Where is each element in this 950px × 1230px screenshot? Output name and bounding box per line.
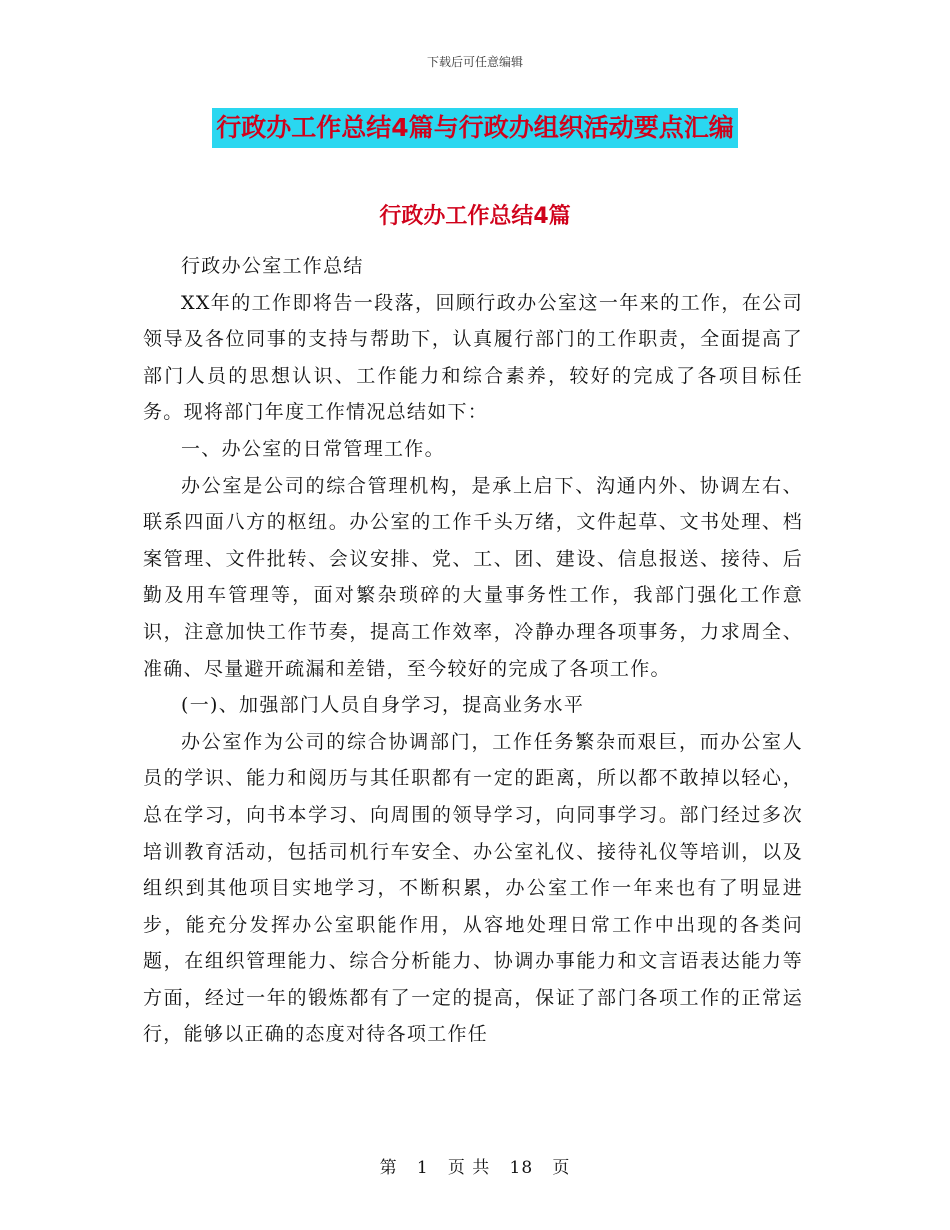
footer-middle: 页 共 bbox=[447, 1158, 491, 1178]
paragraph: 办公室作为公司的综合协调部门，工作任务繁杂而艰巨，而办公室人员的学识、能力和阅历与其任职都有一定的距离，所以都不敢掉以轻心，总在学习，向书本学习、向周围的领导学习，向同事学习。部门经过多次培训教育活动，包括司机行车安全、办公室礼仪、接待礼仪等培训，以及组织到其他项目实地学习，不断积累，办公室工作一年来也有了明显进步，能充分发挥办公室职能作用，从容地处理日常工作中出现的各类问题，在组织管理能力、综合分析能力、协调办事能力和文言语表达能力等方面，经过一年的锻炼都有了一定的提高，保证了部门各项工作的正常运行，能够以正确的态度对待各项工作任 bbox=[143, 730, 803, 1046]
document-body bbox=[143, 248, 803, 1053]
section-title: 行政办工作总结4篇 bbox=[379, 204, 571, 229]
paragraph: XX年的工作即将告一段落，回顾行政办公室这一年来的工作，在公司领导及各位同事的支持与帮助下，认真履行部门的工作职责，全面提高了部门人员的思想认识、工作能力和综合素养，较好的完成了各项目标任务。现将部门年度工作情况总结如下： bbox=[143, 291, 803, 424]
header-note: 下载后可任意编辑 bbox=[426, 55, 523, 69]
footer-suffix: 页 bbox=[552, 1158, 571, 1178]
paragraph-heading: 行政办公室工作总结 bbox=[181, 255, 364, 277]
paragraph-heading: 一、办公室的日常管理工作。 bbox=[181, 437, 445, 460]
paragraph: 办公室是公司的综合管理机构，是承上启下、沟通内外、协调左右、联系四面八方的枢纽。办公室的工作千头万绪，文件起草、文书处理、档案管理、文件批转、会议安排、党、工、团、建设、信息报送、接待、后勤及用车管理等，面对繁杂琐碎的大量事务性工作，我部门强化工作意识，注意加快工作节奏，提高工作效率，冷静办理各项事务，力求周全、准确、尽量避开疏漏和差错，至今较好的完成了各项工作。 bbox=[143, 474, 803, 680]
main-title: 行政办工作总结4篇与行政办组织活动要点汇编 bbox=[212, 108, 737, 148]
total-pages-number: 18 bbox=[509, 1158, 534, 1178]
paragraph-heading: (一)、加强部门人员自身学习，提高业务水平 bbox=[181, 694, 585, 717]
footer-prefix: 第 bbox=[379, 1158, 398, 1178]
current-page-number: 1 bbox=[416, 1158, 429, 1178]
main-title-container bbox=[0, 108, 950, 148]
page-footer bbox=[0, 1153, 950, 1178]
